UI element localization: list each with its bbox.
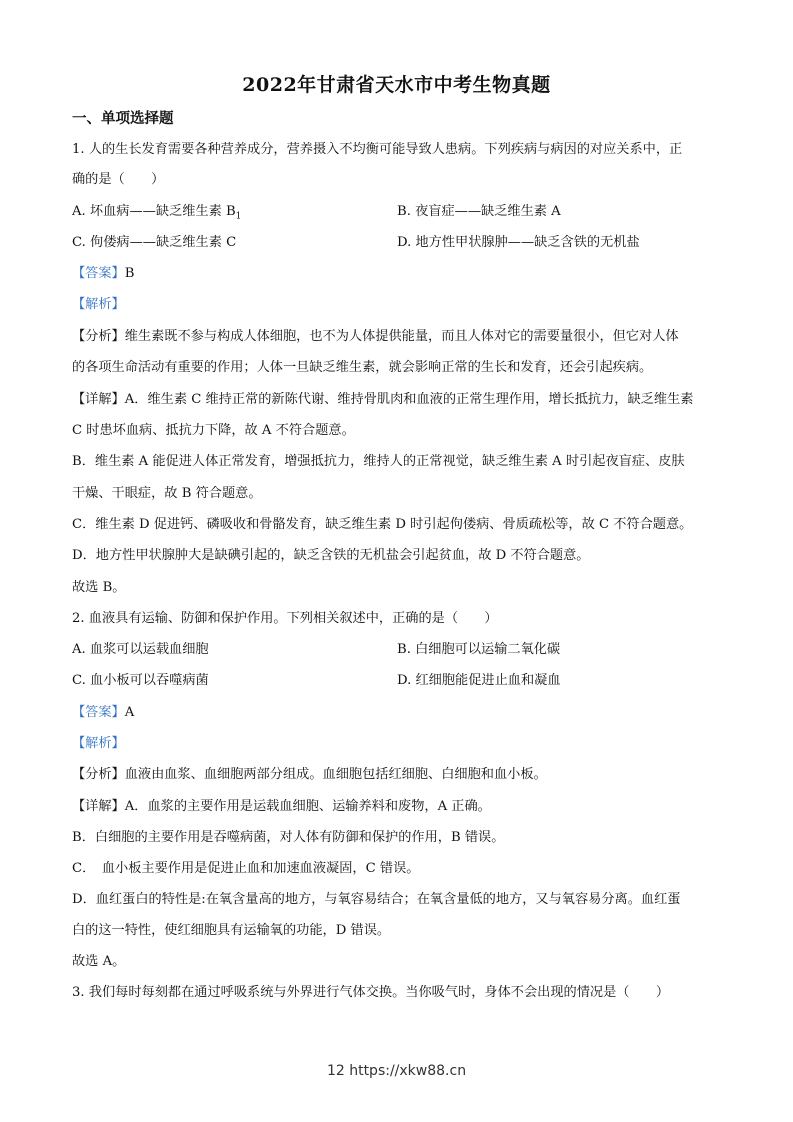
q1-option-b: B. 夜盲症——缺乏维生素 A [397,204,561,219]
q1-fenxi-line1: 【分析】维生素既不参与构成人体细胞，也不为人体提供能量，而且人体对它的需要量很小，但它对人体 [72,329,679,344]
q2-analysis-tag: 【解析】 [72,736,125,751]
q2-stem: 2. 血液具有运输、防御和保护作用。下列相关叙述中，正确的是（ ） [72,611,498,626]
q2-option-d: D. 红细胞能促进止血和凝血 [397,673,561,688]
q1-conclusion: 故选 B。 [72,580,126,595]
q2-detail-line5: 白的这一特性，使红细胞具有运输氧的功能，D 错误。 [72,923,391,938]
q1-detail-line4: 干燥、干眼症，故 B 符合题意。 [72,486,262,501]
page-title: 2022年甘肃省天水市中考生物真题 [242,74,551,96]
q1-stem-line2: 确的是（ ） [72,172,165,187]
q1-detail-line2: C 时患坏血病、抵抗力下降，故 A 不符合题意。 [72,423,355,438]
q2-option-b: B. 白细胞可以运输二氧化碳 [397,642,561,657]
q1-analysis-tag: 【解析】 [72,297,125,312]
q1-answer: 【答案】B [72,266,135,281]
q1-detail-line3: B．维生素 A 能促进人体正常发育，增强抵抗力，维持人的正常视觉，缺乏维生素 A 时引起夜盲症、皮肤 [72,454,685,469]
answer-tag: 【答案】 [72,705,125,720]
q1-detail-line1: 【详解】A．维生素 C 维持正常的新陈代谢、维持骨肌肉和血液的正常生理作用，增长抵抗力，缺乏维生素 [72,392,694,407]
section-heading: 一、单项选择题 [72,110,174,127]
q1-fenxi-line2: 的各项生命活动有重要的作用；人体一旦缺乏维生素，就会影响正常的生长和发育，还会引起疾病。 [72,360,653,375]
q1-stem-line1: 1. 人的生长发育需要各种营养成分，营养摄入不均衡可能导致人患病。下列疾病与病因的对应关系中，正 [72,142,683,157]
q2-option-a: A. 血浆可以运载血细胞 [72,642,209,657]
q3-stem: 3. 我们每时每刻都在通过呼吸系统与外界进行气体交换。当你吸气时，身体不会出现的情况是（ ） [72,985,670,1000]
q1-option-d: D. 地方性甲状腺肿——缺乏含铁的无机盐 [397,235,640,250]
answer-tag: 【答案】 [72,266,125,281]
page-footer: 12 https://xkw88.cn [326,1063,467,1079]
q2-detail-line3: C． 血小板主要作用是促进止血和加速血液凝固，C 错误。 [72,861,420,876]
q1-detail-line6: D．地方性甲状腺肿大是缺碘引起的，缺乏含铁的无机盐会引起贫血，故 D 不符合题意。 [72,548,590,563]
q2-detail-line1: 【详解】A．血浆的主要作用是运载血细胞、运输养料和废物，A 正确。 [72,799,491,814]
q1-detail-line5: C．维生素 D 促进钙、磷吸收和骨骼发育，缺乏维生素 D 时引起佝偻病、骨质疏松等，故 C 不符合题意。 [72,517,693,532]
q2-detail-line4: D．血红蛋白的特性是:在氧含量高的地方，与氧容易结合；在氧含量低的地方，又与氧容易分离。血红蛋 [72,892,681,907]
q2-option-c: C. 血小板可以吞噬病菌 [72,673,209,688]
q2-detail-line2: B．白细胞的主要作用是吞噬病菌，对人体有防御和保护的作用，B 错误。 [72,830,505,845]
q2-fenxi: 【分析】血液由血浆、血细胞两部分组成。血细胞包括红细胞、白细胞和血小板。 [72,767,547,782]
q2-answer: 【答案】A [72,705,135,720]
q2-conclusion: 故选 A。 [72,954,126,969]
q1-option-c: C. 佝偻病——缺乏维生素 C [72,235,237,250]
q1-option-a: A. 坏血病——缺乏维生素 $B_1$ [72,204,242,222]
